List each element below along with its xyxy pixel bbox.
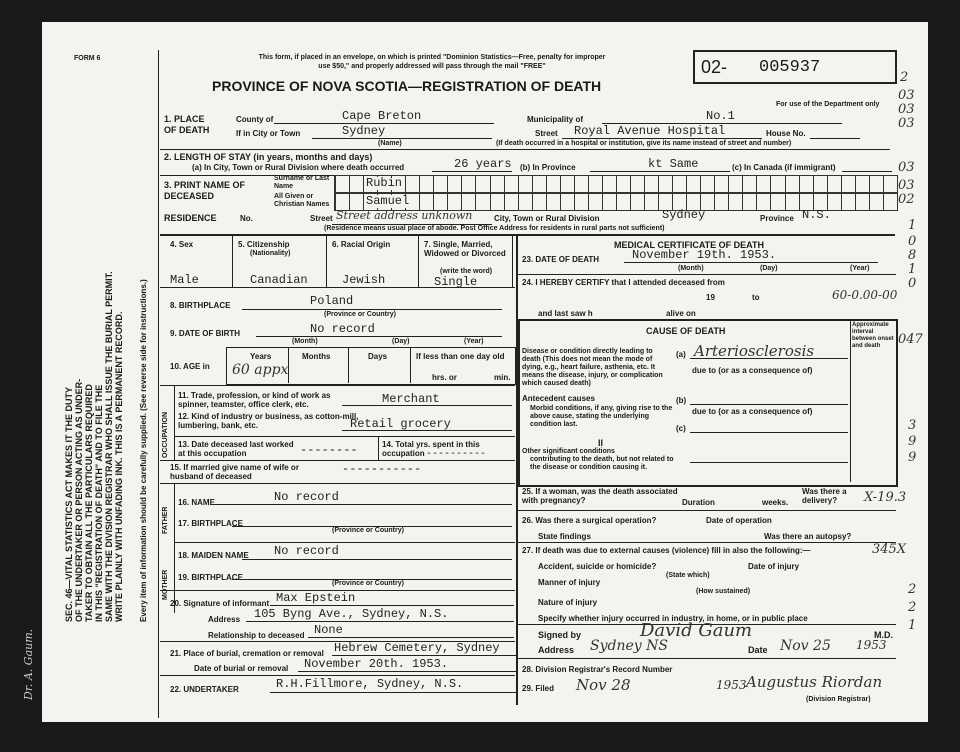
- form-title: PROVINCE OF NOVA SCOTIA—REGISTRATION OF DEATH: [212, 78, 602, 94]
- manner-label: Manner of injury: [538, 578, 601, 587]
- registrar-signature: Augustus Riordan: [746, 673, 883, 691]
- stay-city-value: 26 years: [454, 157, 512, 171]
- envelope-note-1: This form, if placed in an envelope, on which is printed "Dominion Statistics—Free, penalty for improper: [258, 54, 606, 61]
- age-months-label: Months: [302, 352, 331, 361]
- part-ii-label: II: [598, 438, 604, 448]
- state-which-label: (State which): [666, 572, 710, 579]
- marital-value: Single: [434, 275, 478, 289]
- date-value: Nov 25: [780, 638, 831, 654]
- house-label: House No.: [766, 129, 806, 138]
- q29-label: 29. Filed: [522, 684, 555, 693]
- wife-label: 15. If married give name of wife or husband of deceased: [170, 463, 299, 481]
- given-label: All Given or Christian Names: [274, 193, 330, 208]
- address-value: Sydney NS: [590, 638, 668, 654]
- mother-birthplace-sublabel: (Province or Country): [332, 580, 404, 587]
- margin-code-11: 1: [908, 262, 917, 277]
- city-label: If in City or Town: [236, 129, 301, 138]
- cause-c-prefix: (c): [676, 424, 686, 433]
- last-worked-value: --------: [300, 443, 358, 457]
- date-label: Date: [748, 645, 768, 655]
- less-day-label: If less than one day old: [416, 352, 505, 361]
- total-years-label: 14. Total yrs. spent in this occupation: [382, 440, 480, 458]
- stay-province-question: (b) In Province: [520, 163, 576, 172]
- residence-city-value: Sydney: [662, 208, 706, 222]
- registrar-label: (Division Registrar): [806, 696, 871, 703]
- dob-value: No record: [310, 322, 375, 336]
- registration-number: 005937: [759, 58, 821, 77]
- name-sublabel: (Name): [378, 140, 402, 147]
- interval-label: Approximate interval between onset and death: [852, 322, 894, 349]
- margin-code-occ-1: 3: [908, 418, 917, 433]
- side-instruction-4: IN THIS "REGISTRATION OF DEATH" AND TO FILE THE: [94, 384, 104, 622]
- margin-code-8: 1: [908, 218, 917, 233]
- length-of-stay-label: 2. LENGTH OF STAY (in years, months and days): [164, 152, 373, 162]
- q28-label: 28. Division Registrar's Record Number: [522, 665, 673, 674]
- form-number: FORM 6: [74, 55, 101, 62]
- undertaker-label: 22. UNDERTAKER: [170, 685, 239, 694]
- residence-province-label: Province: [760, 214, 794, 223]
- occupation-side-label: OCCUPATION: [162, 411, 169, 458]
- certify-19: 19: [706, 293, 715, 302]
- informant-label: 20. Signature of informant: [170, 599, 270, 608]
- contributing-label: contributing to the death, but not related to the disease or condition causing it.: [530, 456, 674, 471]
- department-use: For use of the Department only: [776, 101, 880, 108]
- certify-to: to: [752, 293, 760, 302]
- cause-of-death-title: CAUSE OF DEATH: [646, 326, 726, 336]
- margin-code-occ-3: 9: [908, 450, 917, 465]
- margin-code-delivery: X-19.3: [864, 490, 907, 505]
- min-label: min.: [494, 373, 511, 382]
- margin-code-low-2: 2: [908, 600, 917, 615]
- undertaker-value: R.H.Fillmore, Sydney, N.S.: [276, 677, 464, 691]
- alive-on-label: alive on: [666, 309, 696, 318]
- margin-code-cause: 047: [898, 332, 923, 347]
- relationship-label: Relationship to deceased: [208, 631, 305, 640]
- nationality-label: (Nationality): [250, 250, 291, 257]
- accident-label: Accident, suicide or homicide?: [538, 562, 657, 571]
- margin-code-occ-2: 9: [908, 434, 917, 449]
- address-label: Address: [538, 645, 575, 655]
- margin-code-low-3: 1: [908, 618, 917, 633]
- signed-label: Signed by: [538, 630, 582, 640]
- burial-place-label: 21. Place of burial, cremation or removal: [170, 649, 324, 658]
- informant-address-label: Address: [208, 615, 241, 624]
- hrs-label: hrs. or: [432, 373, 457, 382]
- weeks-label: weeks.: [762, 498, 789, 507]
- nature-label: Nature of injury: [538, 598, 598, 607]
- death-registration-form: [42, 22, 928, 722]
- registration-number-box: [693, 50, 897, 84]
- trade-label: 11. Trade, profession, or kind of work as spinner, teamster, office clerk, etc.: [178, 391, 331, 409]
- age-years-label: Years: [250, 352, 272, 361]
- burial-date-label: Date of burial or removal: [194, 664, 289, 673]
- margin-code-9: 0: [908, 234, 917, 249]
- municipality-value: No.1: [706, 109, 735, 123]
- marital-label: 7. Single, Married, Widowed or Divorced: [424, 240, 506, 258]
- cause-a-prefix: (a): [676, 350, 686, 359]
- margin-code-10: 8: [908, 248, 917, 263]
- age-days-label: Days: [368, 352, 388, 361]
- q26-label: 26. Was there a surgical operation?: [522, 516, 657, 525]
- certify-label: 24. I HEREBY CERTIFY that I attended deceased from: [522, 278, 725, 287]
- side-instruction-6: WRITE PLAINLY WITH UNFADING INK. THIS IS A PERMANENT RECORD.: [114, 311, 124, 622]
- residence-no-label: No.: [240, 214, 253, 223]
- margin-code-6: 03: [898, 178, 915, 193]
- immediate-cause-label: Disease or condition directly leading to death (This does not mean the mode of dying, e.g., heart failure, asthenia, etc. It means the disease, injury, or complication which caused death): [522, 348, 663, 387]
- total-years-value: ----------: [426, 449, 487, 460]
- relationship-value: None: [314, 623, 343, 637]
- side-instruction-2: OF THE UNDERTAKER OR PERSON ACTING AS UNDER-: [74, 378, 84, 622]
- surname-boxes: [334, 175, 898, 193]
- birthplace-label: 8. BIRTHPLACE: [170, 301, 231, 310]
- residence-street-value: Street address unknown: [336, 209, 473, 222]
- cause-b-prefix: (b): [676, 396, 687, 405]
- mother-birthplace-label: 19. BIRTHPLACE: [178, 573, 243, 582]
- antecedent-label: Antecedent causes: [522, 394, 595, 403]
- registration-prefix: 02-: [701, 57, 728, 77]
- due-to-2: due to (or as a consequence of): [692, 407, 813, 416]
- dod-day: (Day): [760, 265, 778, 272]
- residence-note: (Residence means usual place of abode. Post Office Address for residents in rural parts not sufficient): [324, 225, 665, 232]
- autopsy-label: Was there an autopsy?: [764, 532, 852, 541]
- citizenship-label: 5. Citizenship: [238, 240, 290, 249]
- margin-code-12: 0: [908, 276, 917, 291]
- delivery-label: Was there a delivery?: [802, 487, 847, 505]
- margin-code-4: 03: [898, 116, 915, 131]
- dod-month: (Month): [678, 265, 704, 272]
- md-label: M.D.: [874, 630, 893, 640]
- citizenship-value: Canadian: [250, 273, 308, 287]
- industry-label: 12. Kind of industry or business, as cotton-mill, lumbering, bank, etc.: [178, 412, 359, 430]
- margin-code-7: 02: [898, 192, 915, 207]
- county-value: Cape Breton: [342, 109, 422, 123]
- specify-label: Specify whether injury occurred in industry, in home, or in public place: [538, 614, 808, 623]
- racial-label: 6. Racial Origin: [332, 240, 391, 249]
- last-worked-label: 13. Date deceased last worked at this occupation: [178, 440, 294, 458]
- informant-value: Max Epstein: [276, 591, 356, 605]
- mother-name-label: 18. MAIDEN NAME: [178, 551, 249, 560]
- q25-label: 25. If a woman, was the death associated with pregnancy?: [522, 487, 678, 505]
- birthplace-value: Poland: [310, 294, 354, 308]
- envelope-note-2: use $50," and properly addressed will pass through the mail "FREE": [318, 63, 546, 70]
- margin-code-low-1: 2: [908, 582, 917, 597]
- trade-value: Merchant: [382, 392, 440, 406]
- duration-label: Duration: [682, 498, 715, 507]
- father-name-value: No record: [274, 490, 339, 504]
- surname-label: Surname or Last Name: [274, 175, 330, 190]
- margin-signature: Dr. A. Gaum.: [22, 628, 35, 700]
- dob-month: (Month): [292, 338, 318, 345]
- street-value: Royal Avenue Hospital: [574, 124, 726, 138]
- morbid-label: Morbid conditions, if any, giving rise to the above cause, stating the underlying condition last.: [530, 405, 673, 428]
- state-findings-label: State findings: [538, 532, 591, 541]
- due-to-1: due to (or as a consequence of): [692, 366, 813, 375]
- date-injury-label: Date of injury: [748, 562, 800, 571]
- dob-day: (Day): [392, 338, 410, 345]
- side-instruction-1: SEC. 46—VITAL STATISTICS ACT MAKES IT THE DUTY: [64, 386, 74, 622]
- mother-side-label: MOTHER: [162, 569, 169, 600]
- burial-date-value: November 20th. 1953.: [304, 657, 449, 671]
- how-sustained-label: (How sustained): [696, 588, 751, 595]
- side-instruction-3: TAKER TO OBTAIN ALL THE PARTICULARS REQUIRED: [84, 384, 94, 622]
- margin-code-1: 2: [900, 70, 909, 85]
- filed-year: 1953: [716, 678, 747, 692]
- margin-code-ext: 345X: [872, 542, 907, 557]
- mother-name-value: No record: [274, 544, 339, 558]
- city-value: Sydney: [342, 124, 386, 138]
- father-birthplace-label: 17. BIRTHPLACE: [178, 519, 243, 528]
- wife-value: -----------: [342, 462, 422, 476]
- write-word-label: (write the word): [440, 268, 493, 275]
- street-label: Street: [535, 129, 558, 138]
- municipality-label: Municipality of: [527, 115, 583, 124]
- year-value: 1953: [856, 638, 887, 652]
- print-name-label: 3. PRINT NAME OF DECEASED: [164, 180, 246, 201]
- margin-code-3: 03: [898, 102, 915, 117]
- stay-canada-question: (c) In Canada (if immigrant): [732, 163, 836, 172]
- hospital-note: (If death occurred in a hospital or institution, give its name instead of street and number): [496, 140, 792, 147]
- side-instruction-5: SAME WITH THE DIVISION REGISTRAR WHO SHALL ISSUE THE BURIAL PERMIT.: [104, 271, 114, 622]
- margin-code-2: 03: [898, 88, 915, 103]
- date-operation-label: Date of operation: [706, 516, 772, 525]
- residence-label: RESIDENCE: [164, 213, 217, 223]
- surname-value: Rubin: [366, 176, 403, 190]
- age-label: 10. AGE in: [170, 362, 210, 371]
- age-years-value: 60 appx: [232, 362, 289, 378]
- other-significant-label: Other significant conditions: [522, 448, 615, 455]
- margin-code-cert: 60-0.00-00: [832, 288, 898, 302]
- burial-place-value: Hebrew Cemetery, Sydney: [334, 641, 500, 655]
- q27-label: 27. If death was due to external causes (violence) fill in also the following:—: [522, 546, 811, 555]
- stay-province-value: kt Same: [648, 157, 699, 171]
- place-of-death-label: 1. PLACE OF DEATH: [164, 114, 210, 135]
- dob-year: (Year): [464, 338, 484, 345]
- birthplace-sublabel: (Province or Country): [324, 311, 396, 318]
- signed-value: David Gaum: [640, 620, 753, 641]
- residence-province-value: N.S.: [802, 208, 831, 222]
- margin-code-5: 03: [898, 160, 915, 175]
- stay-city-question: (a) In City, Town or Rural Division where death occurred: [192, 163, 405, 172]
- medical-certificate-title: MEDICAL CERTIFICATE OF DEATH: [614, 240, 764, 250]
- father-name-label: 16. NAME: [178, 498, 215, 507]
- sex-label: 4. Sex: [170, 240, 194, 249]
- side-instruction-7: Every item of information should be carefully supplied. (See reverse side for instructions.): [139, 279, 148, 622]
- father-birthplace-sublabel: (Province or Country): [332, 527, 404, 534]
- filed-value: Nov 28: [576, 676, 631, 694]
- last-saw-label: and last saw h: [538, 309, 593, 318]
- dob-label: 9. DATE OF BIRTH: [170, 329, 241, 338]
- date-of-death-value: November 19th. 1953.: [632, 248, 777, 262]
- industry-value: Retail grocery: [350, 417, 451, 431]
- residence-street-label: Street: [310, 214, 333, 223]
- sex-value: Male: [170, 273, 199, 287]
- dod-year: (Year): [850, 265, 870, 272]
- informant-address-value: 105 Byng Ave., Sydney, N.S.: [254, 607, 449, 621]
- date-of-death-label: 23. DATE OF DEATH: [522, 255, 600, 264]
- cause-a-value: Arteriosclerosis: [694, 342, 815, 360]
- racial-value: Jewish: [342, 273, 386, 287]
- father-side-label: FATHER: [162, 506, 169, 534]
- county-label: County of: [236, 115, 274, 124]
- residence-city-label: City, Town or Rural Division: [494, 214, 600, 223]
- given-value: Samuel: [366, 194, 410, 208]
